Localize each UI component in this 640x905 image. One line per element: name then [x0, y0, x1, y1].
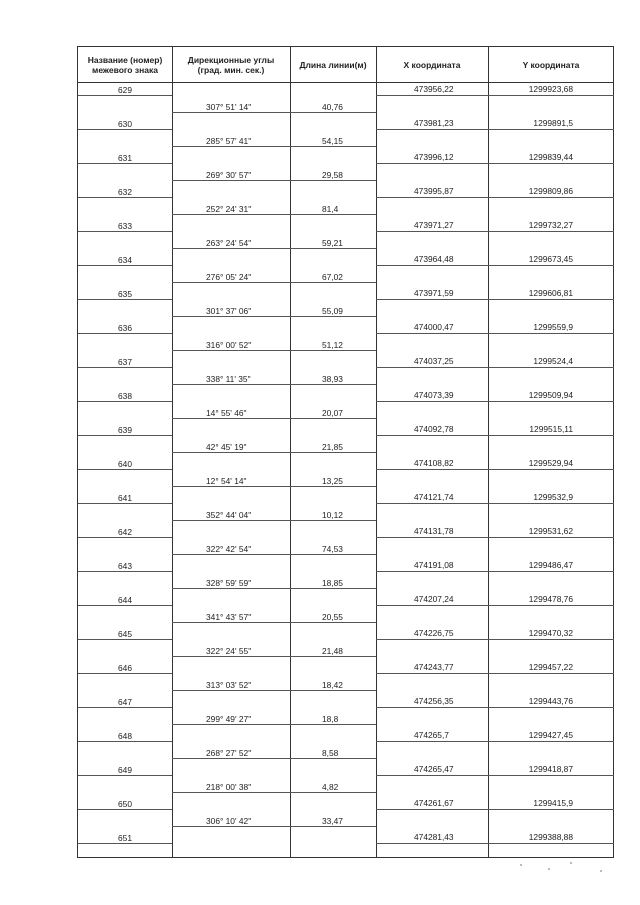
y-coordinate: 1299923,68: [528, 84, 573, 94]
point-row-line: [78, 333, 172, 334]
x-coordinate: 474108,82: [414, 458, 454, 468]
segment-row-line: [172, 282, 376, 283]
y-coordinate: 1299443,76: [528, 696, 573, 706]
scan-speck: [520, 864, 522, 866]
direction-angle: 352° 44' 04": [206, 510, 252, 520]
line-length: 40,76: [322, 102, 343, 112]
line-length: 13,25: [322, 476, 343, 486]
line-length: 18,85: [322, 578, 343, 588]
direction-angle: 306° 10' 42": [206, 816, 252, 826]
segment-row-line: [172, 418, 376, 419]
x-coordinate: 474265,7: [414, 730, 449, 740]
x-coordinate: 474265,47: [414, 764, 454, 774]
x-coordinate: 474281,43: [414, 832, 454, 842]
point-row-line: [376, 503, 614, 504]
header-y-coordinate: Y координата: [522, 59, 580, 70]
point-name: 629: [118, 85, 132, 95]
point-name: 636: [118, 323, 132, 333]
line-length: 20,07: [322, 408, 343, 418]
point-row-line: [78, 741, 172, 742]
point-row-line: [78, 163, 172, 164]
point-name: 644: [118, 595, 132, 605]
point-row-line: [78, 95, 172, 96]
scan-speck: [600, 870, 602, 872]
point-row-line: [78, 503, 172, 504]
segment-row-line: [172, 656, 376, 657]
point-row-line: [376, 231, 614, 232]
point-row-line: [376, 435, 614, 436]
segment-row-line: [172, 180, 376, 181]
point-name: 649: [118, 765, 132, 775]
point-row-line: [376, 197, 614, 198]
x-coordinate: 474000,47: [414, 322, 454, 332]
x-coordinate: 473995,87: [414, 186, 454, 196]
header-line-length: Длина линии(м): [299, 59, 367, 70]
point-row-line: [78, 265, 172, 266]
point-name: 651: [118, 833, 132, 843]
segment-row-line: [172, 826, 376, 827]
point-name: 638: [118, 391, 132, 401]
line-length: 54,15: [322, 136, 343, 146]
x-coordinate: 474037,25: [414, 356, 454, 366]
line-length: 21,48: [322, 646, 343, 656]
line-length: 18,42: [322, 680, 343, 690]
header-point-name: Название (номер) межевого знака: [87, 54, 163, 75]
y-coordinate: 1299529,94: [528, 458, 573, 468]
segment-row-line: [172, 690, 376, 691]
direction-angle: 42° 45' 19": [206, 442, 247, 452]
point-row-line: [78, 401, 172, 402]
point-name: 634: [118, 255, 132, 265]
point-row-line: [376, 537, 614, 538]
point-row-line: [376, 707, 614, 708]
direction-angle: 269° 30' 57": [206, 170, 252, 180]
y-coordinate: 1299478,76: [528, 594, 573, 604]
x-coordinate: 474226,75: [414, 628, 454, 638]
point-row-line: [78, 367, 172, 368]
line-length: 33,47: [322, 816, 343, 826]
direction-angle: 307° 51' 14": [206, 102, 252, 112]
point-row-line: [376, 639, 614, 640]
point-row-line: [376, 299, 614, 300]
x-coordinate: 474121,74: [414, 492, 454, 502]
point-name: 645: [118, 629, 132, 639]
x-coordinate: 474261,67: [414, 798, 454, 808]
point-name: 631: [118, 153, 132, 163]
point-row-line: [78, 129, 172, 130]
y-coordinate: 1299418,87: [528, 764, 573, 774]
line-length: 81,4: [322, 204, 339, 214]
point-row-line: [376, 741, 614, 742]
x-coordinate: 473964,48: [414, 254, 454, 264]
x-coordinate: 474191,08: [414, 560, 454, 570]
segment-row-line: [172, 350, 376, 351]
line-length: 55,09: [322, 306, 343, 316]
point-row-line: [78, 707, 172, 708]
line-length: 8,58: [322, 748, 339, 758]
point-row-line: [78, 809, 172, 810]
segment-row-line: [172, 316, 376, 317]
y-coordinate: 1299515,11: [529, 424, 573, 434]
line-length: 18,8: [322, 714, 339, 724]
point-row-line: [376, 605, 614, 606]
point-row-line: [376, 163, 614, 164]
y-coordinate: 1299509,94: [528, 390, 573, 400]
line-length: 51,12: [322, 340, 343, 350]
line-length: 4,82: [322, 782, 339, 792]
point-row-line: [376, 843, 614, 844]
coordinates-table: [77, 46, 614, 858]
point-row-line: [78, 673, 172, 674]
x-coordinate: 473981,23: [414, 118, 454, 128]
column-divider: [376, 47, 377, 857]
line-length: 20,55: [322, 612, 343, 622]
line-length: 59,21: [322, 238, 343, 248]
segment-row-line: [172, 452, 376, 453]
point-row-line: [376, 367, 614, 368]
point-name: 630: [118, 119, 132, 129]
y-coordinate: 1299809,86: [528, 186, 573, 196]
direction-angle: 341° 43' 57": [206, 612, 252, 622]
direction-angle: 12° 54' 14": [206, 476, 247, 486]
x-coordinate: 474131,78: [414, 526, 454, 536]
segment-row-line: [172, 146, 376, 147]
segment-row-line: [172, 588, 376, 589]
y-coordinate: 1299457,22: [528, 662, 573, 672]
point-name: 646: [118, 663, 132, 673]
point-row-line: [78, 469, 172, 470]
point-name: 643: [118, 561, 132, 571]
y-coordinate: 1299559,9: [533, 322, 573, 332]
x-coordinate: 473971,27: [414, 220, 454, 230]
segment-row-line: [172, 792, 376, 793]
direction-angle: 299° 49' 27": [206, 714, 252, 724]
direction-angle: 218° 00' 38": [206, 782, 252, 792]
y-coordinate: 1299839,44: [528, 152, 573, 162]
point-name: 647: [118, 697, 132, 707]
x-coordinate: 474073,39: [414, 390, 454, 400]
point-name: 642: [118, 527, 132, 537]
direction-angle: 263° 24' 54": [206, 238, 252, 248]
y-coordinate: 1299673,45: [528, 254, 573, 264]
point-row-line: [376, 129, 614, 130]
point-name: 632: [118, 187, 132, 197]
segment-row-line: [172, 724, 376, 725]
direction-angle: 285° 57' 41": [206, 136, 252, 146]
point-row-line: [78, 639, 172, 640]
point-row-line: [78, 299, 172, 300]
y-coordinate: 1299427,45: [528, 730, 573, 740]
point-name: 633: [118, 221, 132, 231]
direction-angle: 328° 59' 59": [206, 578, 252, 588]
point-row-line: [78, 231, 172, 232]
direction-angle: 252° 24' 31": [206, 204, 252, 214]
y-coordinate: 1299524,4: [533, 356, 573, 366]
direction-angle: 316° 00' 52": [206, 340, 252, 350]
point-row-line: [376, 673, 614, 674]
point-row-line: [78, 843, 172, 844]
segment-row-line: [172, 486, 376, 487]
scan-speck: [548, 868, 550, 870]
segment-row-line: [172, 214, 376, 215]
scan-speck: [570, 862, 572, 864]
segment-row-line: [172, 554, 376, 555]
point-name: 637: [118, 357, 132, 367]
line-length: 10,12: [322, 510, 343, 520]
point-row-line: [376, 469, 614, 470]
segment-row-line: [172, 248, 376, 249]
point-row-line: [78, 197, 172, 198]
x-coordinate: 474243,77: [414, 662, 454, 672]
segment-row-line: [172, 520, 376, 521]
header-x-coordinate: X координата: [403, 59, 461, 70]
direction-angle: 14° 55' 46": [206, 408, 247, 418]
y-coordinate: 1299415,9: [533, 798, 573, 808]
point-row-line: [376, 95, 614, 96]
y-coordinate: 1299606,81: [528, 288, 573, 298]
column-divider: [488, 47, 489, 857]
point-name: 635: [118, 289, 132, 299]
point-row-line: [78, 537, 172, 538]
line-length: 67,02: [322, 272, 343, 282]
point-name: 648: [118, 731, 132, 741]
point-row-line: [376, 571, 614, 572]
segment-row-line: [172, 622, 376, 623]
direction-angle: 322° 42' 54": [206, 544, 252, 554]
table-header: [78, 47, 613, 83]
y-coordinate: 1299732,27: [528, 220, 573, 230]
x-coordinate: 474256,35: [414, 696, 454, 706]
point-name: 650: [118, 799, 132, 809]
segment-row-line: [172, 112, 376, 113]
point-row-line: [376, 809, 614, 810]
point-row-line: [376, 265, 614, 266]
line-length: 21,85: [322, 442, 343, 452]
direction-angle: 276° 05' 24": [206, 272, 252, 282]
direction-angle: 268° 27' 52": [206, 748, 252, 758]
direction-angle: 301° 37' 06": [206, 306, 252, 316]
direction-angle: 322° 24' 55": [206, 646, 252, 656]
segment-row-line: [172, 384, 376, 385]
point-row-line: [376, 333, 614, 334]
x-coordinate: 473956,22: [414, 84, 454, 94]
y-coordinate: 1299486,47: [528, 560, 573, 570]
point-row-line: [78, 435, 172, 436]
point-row-line: [376, 401, 614, 402]
header-direction-angle: Дирекционные углы (град. мин. сек.): [187, 54, 275, 75]
line-length: 29,58: [322, 170, 343, 180]
segment-row-line: [172, 758, 376, 759]
x-coordinate: 474092,78: [414, 424, 454, 434]
point-name: 640: [118, 459, 132, 469]
y-coordinate: 1299891,5: [533, 118, 573, 128]
x-coordinate: 474207,24: [414, 594, 454, 604]
y-coordinate: 1299532,9: [533, 492, 573, 502]
point-name: 639: [118, 425, 132, 435]
y-coordinate: 1299531,62: [528, 526, 573, 536]
point-row-line: [78, 605, 172, 606]
y-coordinate: 1299388,88: [528, 832, 573, 842]
x-coordinate: 473971,59: [414, 288, 454, 298]
point-name: 641: [118, 493, 132, 503]
y-coordinate: 1299470,32: [528, 628, 573, 638]
direction-angle: 338° 11' 35": [206, 374, 251, 384]
point-row-line: [78, 775, 172, 776]
line-length: 38,93: [322, 374, 343, 384]
line-length: 74,53: [322, 544, 343, 554]
point-row-line: [78, 571, 172, 572]
direction-angle: 313° 03' 52": [206, 680, 252, 690]
x-coordinate: 473996,12: [414, 152, 454, 162]
point-row-line: [376, 775, 614, 776]
